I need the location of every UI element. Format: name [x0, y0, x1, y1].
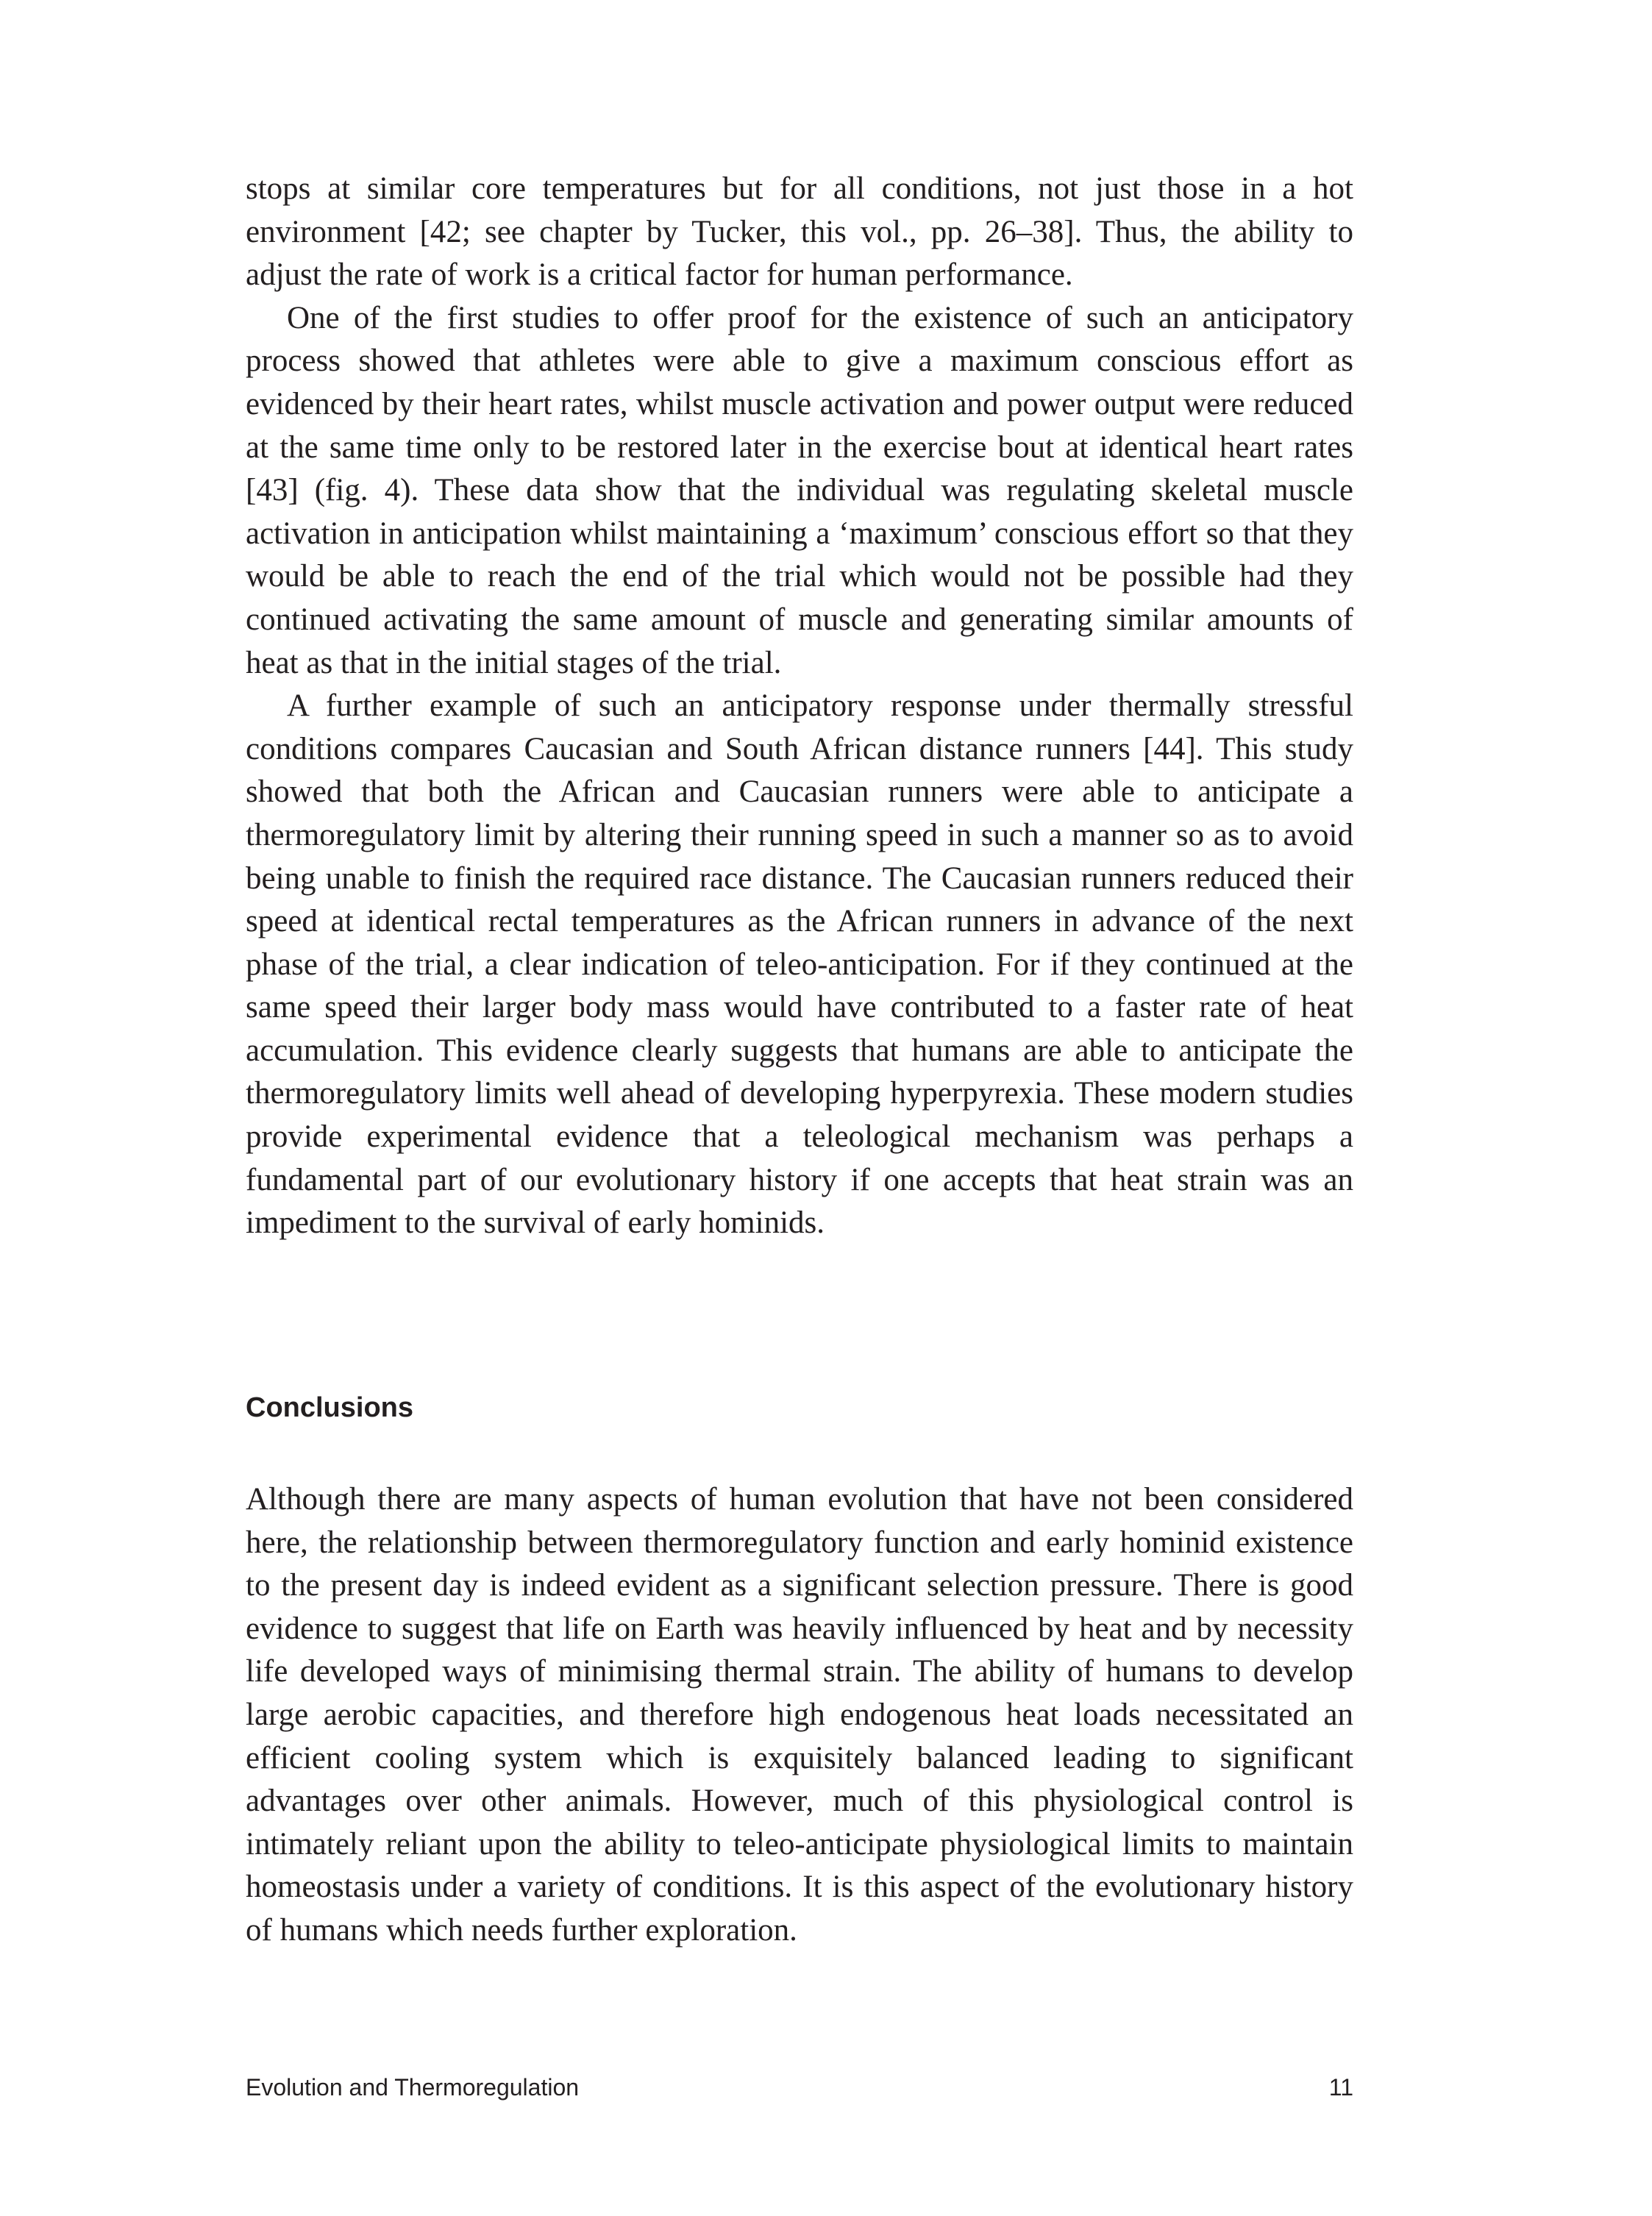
footer-running-title: Evolution and Thermoregulation	[246, 2074, 580, 2101]
conclusions-section	[246, 1478, 1353, 1953]
body-text	[246, 168, 1353, 1245]
section-heading-conclusions: Conclusions	[246, 1392, 414, 1423]
paragraph-conclusions: Although there are many aspects of human evolution that have not been considered here, the relationship between thermoregulatory function and early hominid existence to the present day is indeed evident as a significant selection pressure. There is good evidence to suggest that life on Earth was heavily influenced by heat and by necessity life developed ways of minimising thermal strain. The ability of humans to develop large aerobic capacities, and therefore high endogenous heat loads necessitated an efficient cooling system which is exquisitely balanced leading to significant advantages over other animals. However, much of this physiological control is intimately reliant upon the ability to teleo-anticipate physiological limits to maintain homeostasis under a variety of conditions. It is this aspect of the evolutionary history of humans which needs further exploration.	[246, 1482, 1353, 1948]
paragraph-anticipatory-process: One of the first studies to offer proof for the existence of such an anticipatory process showed that athletes were able to give a maximum conscious effort as evidenced by their heart rates, whilst muscle activation and power output were reduced at the same time only to be restored later in the exercise bout at identical heart rates [43] (fig. 4). These data show that the individual was regulating skeletal muscle activation in anticipation whilst maintaining a ‘maximum’ conscious effort so that they would be able to reach the end of the trial which would not be possible had they continued activating the same amount of muscle and generating similar amounts of heat as that in the initial stages of the trial.	[246, 300, 1353, 680]
paragraph-anticipatory-response: A further example of such an anticipatory response under thermally stressful conditions compares Caucasian and South African distance runners [44]. This study showed that both the African and Caucasian runners were able to anticipate a thermoregulatory limit by altering their running speed in such a manner so as to avoid being unable to finish the required race distance. The Caucasian runners reduced their speed at identical rectal temperatures as the African runners in advance of the next phase of the trial, a clear indication of teleo-anticipation. For if they continued at the same speed their larger body mass would have contributed to a faster rate of heat accumulation. This evidence clearly suggests that humans are able to anticipate the thermoregulatory limits well ahead of developing hyperpyrexia. These modern studies provide experimental evidence that a teleological mechanism was perhaps a fundamental part of our evolutionary history if one accepts that heat strain was an impediment to the survival of early hominids.	[246, 688, 1353, 1241]
paragraph-continuation: stops at similar core temperatures but for all conditions, not just those in a hot environment [42; see chapter by Tucker, this vol., pp. 26–38]. Thus, the ability to adjust the rate of work is a critical factor for human performance.	[246, 171, 1353, 293]
footer-page-number: 11	[1328, 2074, 1353, 2101]
